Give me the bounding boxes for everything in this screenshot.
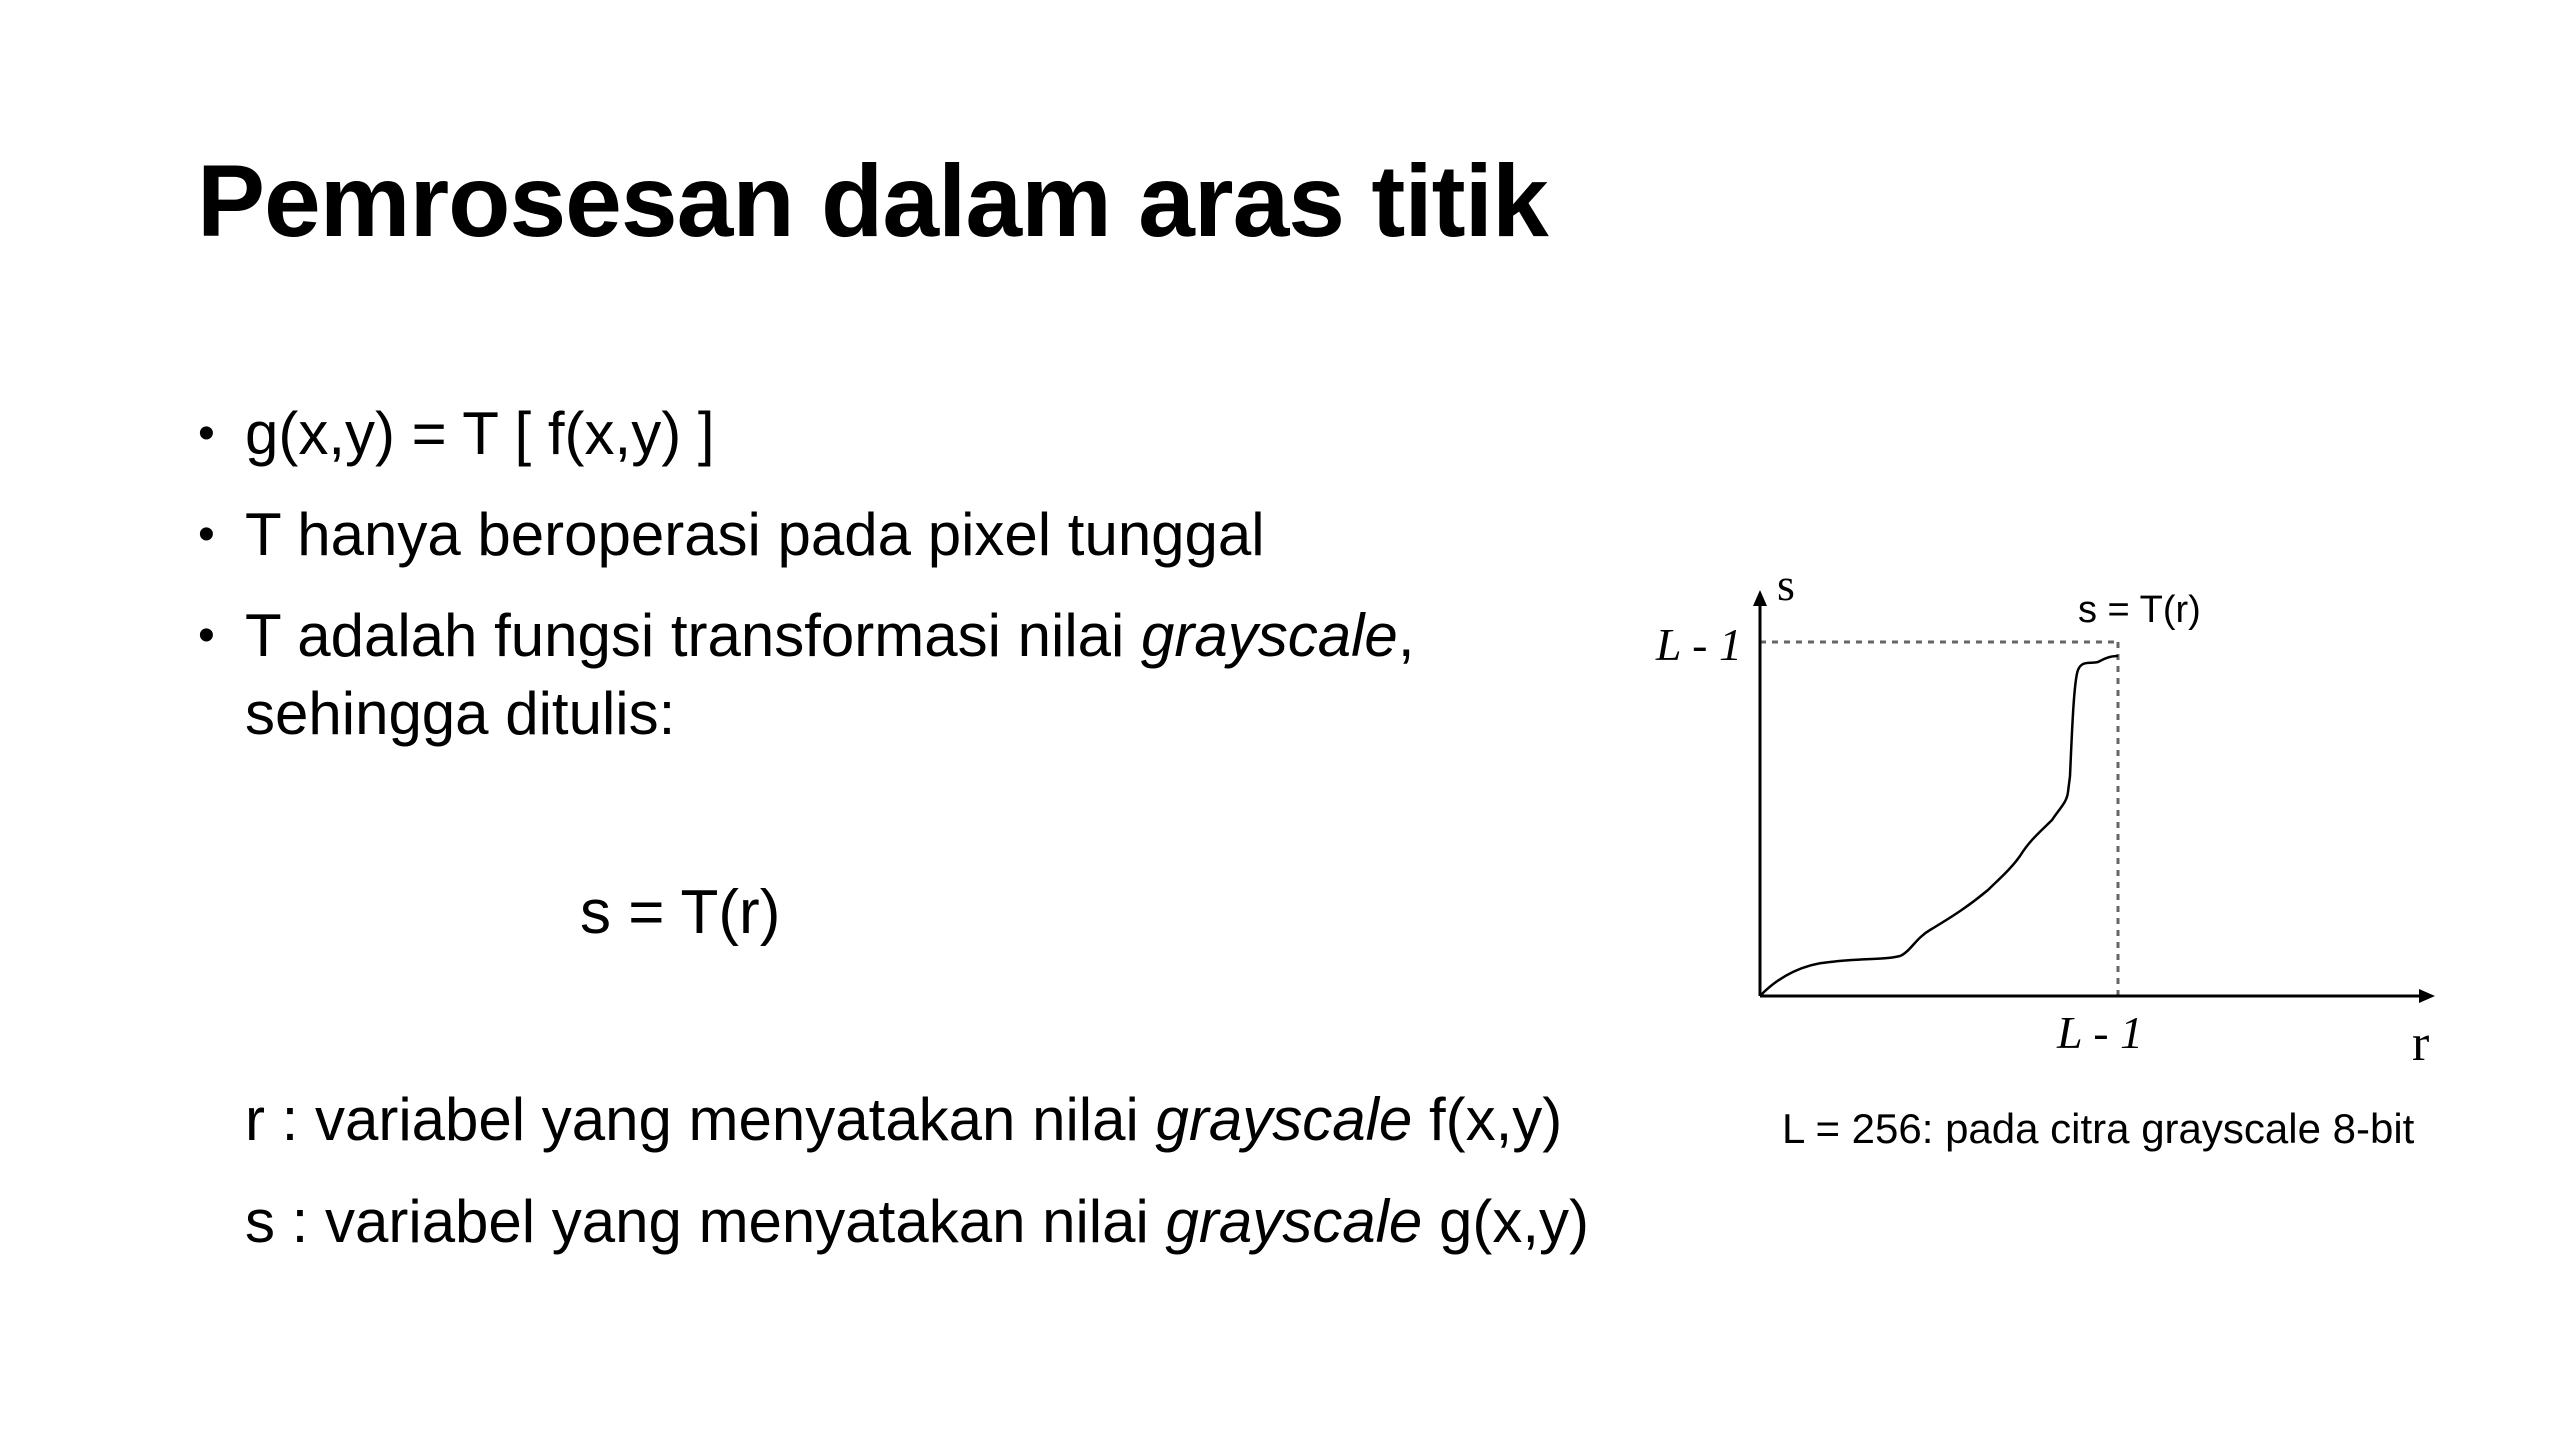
x-axis-label: r [2412, 1015, 2430, 1072]
bullet-dot-icon: • [198, 609, 215, 662]
bullet-item [190, 496, 1590, 574]
bullet-item [190, 597, 1590, 753]
definition-r-post: f(x,y) [1412, 1086, 1563, 1153]
bullet-text-line2: sehingga ditulis: [245, 680, 676, 747]
definition-s-post: g(x,y) [1422, 1188, 1589, 1255]
definition-r [245, 1086, 1563, 1153]
definition-s [245, 1188, 1589, 1255]
bullet-dot-icon: • [198, 407, 215, 460]
y-axis-arrow-icon [1753, 590, 1767, 606]
bullet-text [245, 602, 1590, 753]
curve-label: s = T(r) [2078, 589, 2201, 631]
y-max-label: L - 1 [1655, 619, 1742, 670]
definition-s-emphasis: grayscale [1165, 1188, 1423, 1255]
y-axis-label: s [1777, 560, 1795, 610]
x-max-label: L - 1 [2056, 1007, 2144, 1058]
slide-title: Pemrosesan dalam aras titik [197, 144, 1548, 258]
bullet-item [190, 395, 1590, 473]
definition-r-emphasis: grayscale [1155, 1086, 1413, 1153]
bullet-dot-icon: • [198, 508, 215, 561]
x-axis-arrow-icon [2419, 989, 2435, 1003]
transform-formula: s = T(r) [580, 878, 781, 947]
transformation-curve [1760, 656, 2118, 996]
bullet-text: g(x,y) = T [ f(x,y) ] [245, 400, 715, 467]
transformation-diagram [1620, 560, 2440, 1090]
definition-r-pre: r : variabel yang menyatakan nilai [245, 1086, 1156, 1153]
bullet-text-emphasis: grayscale [1141, 602, 1398, 669]
diagram-caption: L = 256: pada citra grayscale 8-bit [1782, 1105, 2415, 1152]
bullet-text: T hanya beroperasi pada pixel tunggal [245, 501, 1265, 568]
definition-s-pre: s : variabel yang menyatakan nilai [245, 1188, 1166, 1255]
bullet-text-post: , [1397, 602, 1415, 669]
bullet-text-pre: T adalah fungsi transformasi nilai [245, 602, 1142, 669]
bullet-list [190, 395, 1590, 776]
